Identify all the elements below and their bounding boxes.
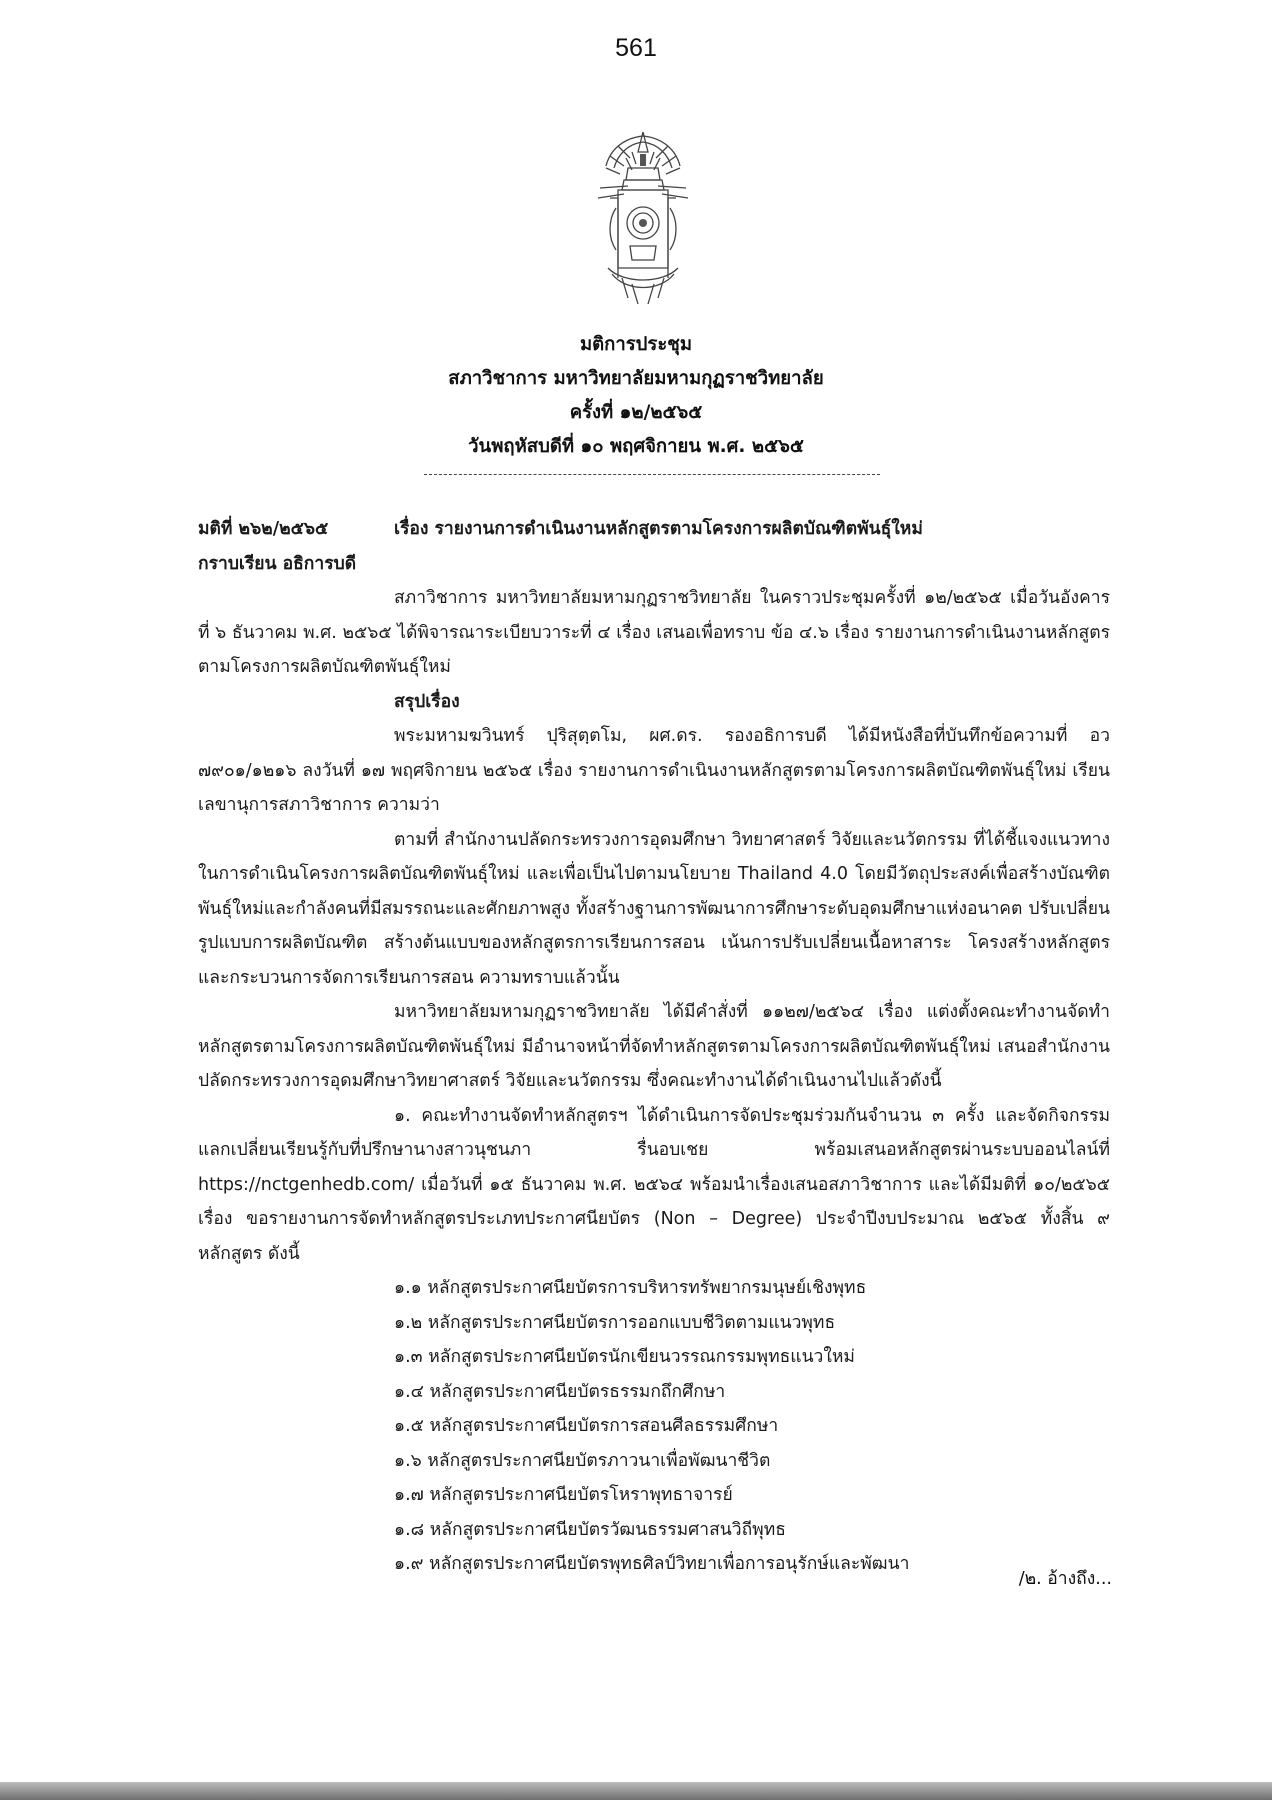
list-item: ๑.๔ หลักสูตรประกาศนียบัตรธรรมกถึกศึกษา [394,1381,726,1402]
paragraph-5: ๑. คณะทำงานจัดทำหลักสูตรฯ ได้ดำเนินการจัดประชุมร่วมกันจำนวน ๓ ครั้ง และจัดกิจกรรมแลกเปลี่ยนเรียนรู้กับที่ปรึกษานางสาวนุชนภา รื่นอบเชย พร้อมเสนอหลักสูตรผ่านระบบออนไลน์ที่ https://nctgenhedb.com/ เมื่อวันที่ ๑๕ ธันวาคม พ.ศ. ๒๕๖๔ พร้อมนำเรื่องเสนอสภาวิชาการ และได้มีมติที่ ๑๐/๒๕๖๕ เรื่อง ขอรายงานการจัดทำหลักสูตรประเภทประกาศนียบัตร (Non – Degree) ประจำปีงบประมาณ ๒๕๖๕ ทั้งสิ้น ๙ หลักสูตร ดังนี้ [198,1105,1110,1264]
list-item: ๑.๙ หลักสูตรประกาศนียบัตรพุทธศิลป์วิทยาเพื่อการอนุรักษ์และพัฒนา [394,1554,910,1574]
list-item: ๑.๕ หลักสูตรประกาศนียบัตรการสอนศีลธรรมศึกษา [394,1416,779,1436]
list-item: ๑.๖ หลักสูตรประกาศนียบัตรภาวนาเพื่อพัฒนาชีวิต [394,1450,771,1471]
paragraph-3: ตามที่ สำนักงานปลัดกระทรวงการอุดมศึกษา วิทยาศาสตร์ วิจัยและนวัตกรรม ที่ได้ชี้แจงแนวทางในการดำเนินโครงการผลิตบัณฑิตพันธุ์ใหม่ และเพื่อเป็นไปตามนโยบาย Thailand 4.0 โดยมีวัตถุประสงค์เพื่อสร้างบัณฑิตพันธุ์ใหม่และกำลังคนที่มีสมรรถนะและศักยภาพสูง ทั้งสร้างฐานการพัฒนาการศึกษาระดับอุดมศึกษาแห่งอนาคต ปรับเปลี่ยนรูปแบบการผลิตบัณฑิต สร้างต้นแบบของหลักสูตรการเรียนการสอน เน้นการปรับเปลี่ยนเนื้อหาสาระ โครงสร้างหลักสูตร และกระบวนการจัดการเรียนการสอน ความทราบแล้วนั้น [198,829,1110,988]
scan-edge [0,1782,1272,1800]
resolution-number: มติที่ ๒๖๒/๒๕๖๕ [198,519,329,539]
paragraph-4: มหาวิทยาลัยมหามกุฏราชวิทยาลัย ได้มีคำสั่งที่ ๑๑๒๗/๒๕๖๔ เรื่อง แต่งตั้งคณะทำงานจัดทำหลักสูตรตามโครงการผลิตบัณฑิตพันธุ์ใหม่ มีอำนาจหน้าที่จัดทำหลักสูตรตามโครงการผลิตบัณฑิตพันธุ์ใหม่ เสนอสำนักงานปลัดกระทรวงการอุดมศึกษาวิทยาศาสตร์ วิจัยและนวัตกรรม ซึ่งคณะทำงานได้ดำเนินงานไปแล้วดังนี้ [198,1002,1110,1091]
paragraph-1: สภาวิชาการ มหาวิทยาลัยมหามกุฏราชวิทยาลัย ในคราวประชุมครั้งที่ ๑๒/๒๕๖๕ เมื่อวันอังคารที่ ๖ ธันวาคม พ.ศ. ๒๕๖๕ ได้พิจารณาระเบียบวาระที่ ๔ เรื่อง เสนอเพื่อทราบ ข้อ ๔.๖ เรื่อง รายงานการดำเนินงานหลักสูตรตามโครงการผลิตบัณฑิตพันธุ์ใหม่ [198,588,1110,677]
course-list [198,1271,1110,1582]
continuation-note: /๒. อ้างถึง... [1018,1569,1112,1589]
addressee: กราบเรียน อธิการบดี [198,553,357,574]
list-item: ๑.๑ หลักสูตรประกาศนียบัตรการบริหารทรัพยากรมนุษย์เชิงพุทธ [394,1278,867,1298]
page-number: 561 [615,34,657,62]
header-council: สภาวิชาการ มหาวิทยาลัยมหามกุฏราชวิทยาลัย [448,368,824,389]
list-item: ๑.๓ หลักสูตรประกาศนียบัตรนักเขียนวรรณกรรมพุทธแนวใหม่ [394,1347,855,1367]
header-divider [424,474,880,475]
header-date: วันพฤหัสบดีที่ ๑๐ พฤศจิกายน พ.ศ. ๒๕๖๕ [468,436,804,457]
list-item: ๑.๘ หลักสูตรประกาศนียบัตรวัฒนธรรมศาสนวิถีพุทธ [394,1519,786,1540]
list-item: ๑.๗ หลักสูตรประกาศนียบัตรโหราพุทธาจารย์ [394,1485,733,1505]
meeting-header [0,328,1272,464]
resolution-line [198,512,1110,547]
summary-heading: สรุปเรื่อง [394,691,460,712]
paragraph-2: พระมหามฆวินทร์ ปุริสุตฺตโม, ผศ.ดร. รองอธิการบดี ได้มีหนังสือที่บันทึกข้อความที่ อว ๗๙๐๑/๑๒๑๖ ลงวันที่ ๑๗ พฤศจิกายน ๒๕๖๕ เรื่อง รายงานการดำเนินงานหลักสูตรตามโครงการผลิตบัณฑิตพันธุ์ใหม่ เรียน เลขานุการสภาวิชาการ ความว่า [198,726,1110,815]
document-body [198,512,1110,1582]
header-session: ครั้งที่ ๑๒/๒๕๖๕ [569,402,703,423]
header-title: มติการประชุม [579,334,693,355]
list-item: ๑.๒ หลักสูตรประกาศนียบัตรการออกแบบชีวิตตามแนวพุทธ [394,1312,836,1333]
resolution-title: เรื่อง รายงานการดำเนินงานหลักสูตรตามโครงการผลิตบัณฑิตพันธุ์ใหม่ [394,519,923,539]
university-emblem-icon [588,128,698,306]
